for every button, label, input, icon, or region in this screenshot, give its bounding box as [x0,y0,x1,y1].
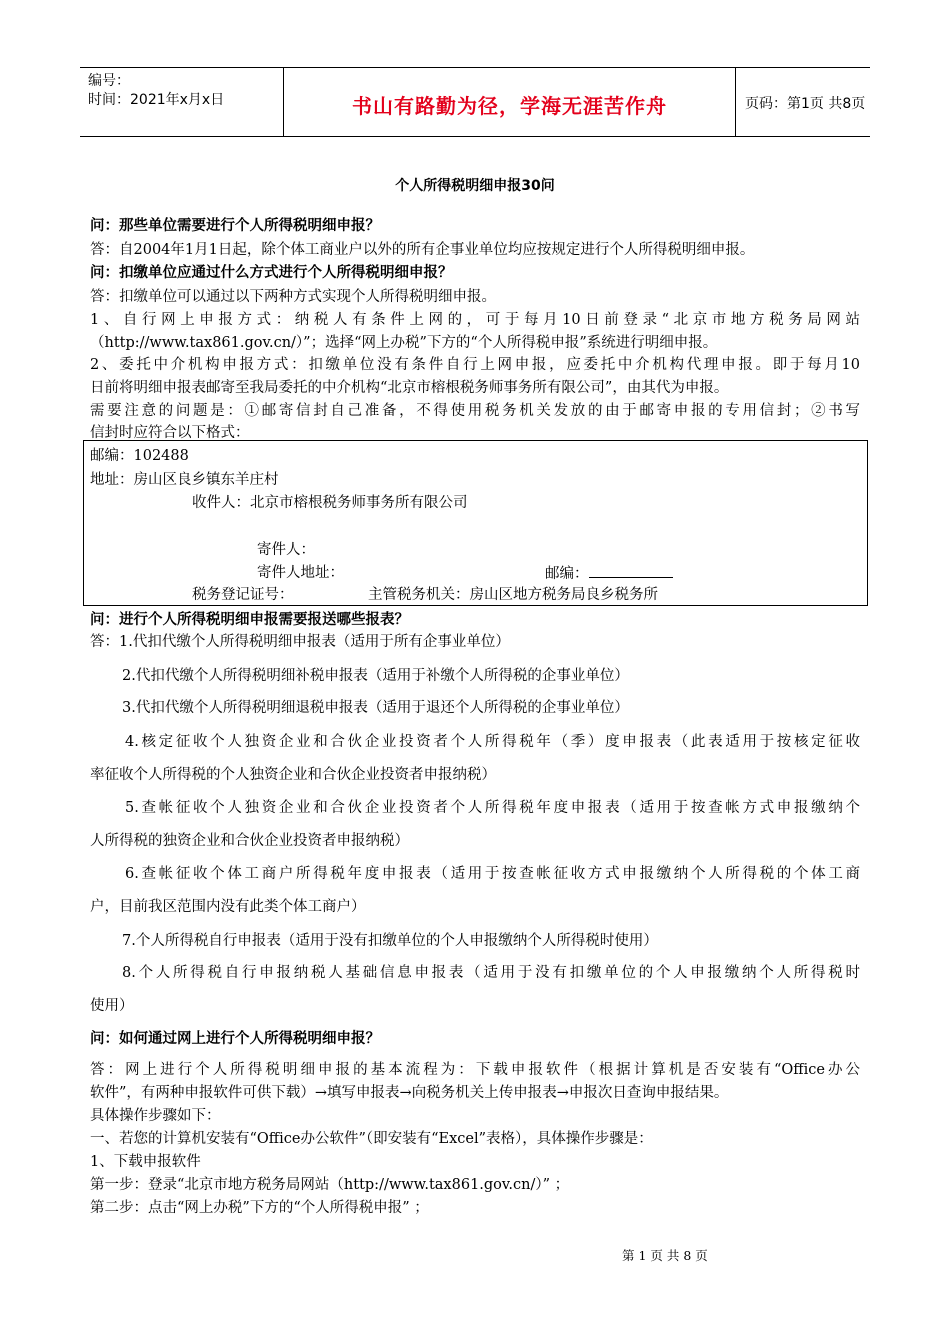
report-item: 8.个人所得税自行申报纳税人基础信息申报表（适用于没有扣缴单位的个人申报缴纳个人所得税时 [122,965,860,981]
page-header [80,67,870,137]
answer-4-line-3: 具体操作步骤如下： [90,1108,221,1124]
envelope-format-box [83,440,868,606]
envelope-sender-postcode-label: 邮编： [545,566,589,582]
envelope-recipient: 收件人：北京市榕根税务师事务所有限公司 [192,495,468,511]
report-item: 3.代扣代缴个人所得税明细退税申报表（适用于退还个人所得税的企事业单位） [122,700,629,716]
step-2: 第二步：点击“网上办税”下方的“个人所得税申报” ； [90,1200,429,1216]
report-item: 2.代扣代缴个人所得税明细补税申报表（适用于补缴个人所得税的企事业单位） [122,668,629,684]
envelope-address: 地址：房山区良乡镇东羊庄村 [90,472,279,488]
envelope-sender: 寄件人： [257,542,315,558]
question-4: 问：如何通过网上进行个人所得税明细申报？ [90,1031,380,1047]
report-item: 7.个人所得税自行申报表（适用于没有扣缴单位的个人申报缴纳个人所得税时使用） [122,933,658,949]
report-item: 5.查帐征收个人独资企业和合伙企业投资者个人所得税年度申报表（适用于按查帐方式申报缴纳个 [125,800,860,816]
report-item: 户，目前我区范围内没有此类个体工商户） [90,899,366,915]
header-motto: 书山有路勤为径，学海无涯苦作舟 [352,94,667,118]
postcode-blank-line [589,563,673,578]
answer-1: 答：自2004年1月1日起，除个体工商业户以外的所有企事业单位均应按规定进行个人所得税明细申报。 [90,242,755,258]
envelope-tax-authority: 主管税务机关：房山区地方税务局良乡税务所 [368,587,658,603]
header-page-info: 页码：第1页 共8页 [745,96,866,112]
note-line-1: 需要注意的问题是：①邮寄信封自己准备，不得使用税务机关发放的由于邮寄申报的专用信封；②书写 [90,403,860,419]
step-1: 第一步：登录“北京市地方税务局网站（http://www.tax861.gov.cn/）” ； [90,1177,570,1193]
report-item: 人所得税的独资企业和合伙企业投资者申报纳税） [90,833,409,849]
doc-number-label: 编号： [88,73,130,89]
method-1-line-2: （http://www.tax861.gov.cn/）”；选择“网上办税”下方的“个人所得税申报”系统进行明细申报。 [90,335,718,351]
report-item: 率征收个人所得税的个人独资企业和合伙企业投资者申报纳税） [90,767,496,783]
answer-4-line-2: 软件”，有两种申报软件可供下载）→填写申报表→向税务机关上传申报表→申报次日查询申报结果。 [90,1085,729,1101]
report-item: 答：1.代扣代缴个人所得税明细申报表（适用于所有企事业单位） [90,634,510,650]
envelope-postcode: 邮编：102488 [90,448,189,464]
report-item: 6.查帐征收个体工商户所得税年度申报表（适用于按查帐征收方式申报缴纳个人所得税的个体工商 [125,866,860,882]
question-1: 问：那些单位需要进行个人所得税明细申报？ [90,218,380,234]
doc-time-label: 时间：2021年x月x日 [88,92,225,108]
step-heading: 一、若您的计算机安装有“Office办公软件”（即安装有“Excel”表格），具体操作步骤是： [90,1131,653,1147]
answer-4-line-1: 答：网上进行个人所得税明细申报的基本流程为：下载申报软件（根据计算机是否安装有“Office办公 [90,1062,860,1078]
method-2-line-1: 2、委托中介机构申报方式：扣缴单位没有条件自行上网申报，应委托中介机构代理申报。即于每月10 [90,357,860,373]
step-download: 1、下载申报软件 [90,1154,201,1170]
document-title: 个人所得税明细申报30问 [395,178,555,194]
method-2-line-2: 日前将明细申报表邮寄至我局委托的中介机构“北京市榕根税务师事务所有限公司”，由其代为申报。 [90,380,729,396]
report-item: 使用） [90,998,134,1014]
report-item: 4.核定征收个人独资企业和合伙企业投资者个人所得税年（季）度申报表（此表适用于按核定征收 [125,734,860,750]
question-3: 问：进行个人所得税明细申报需要报送哪些报表？ [90,612,409,628]
header-motto-cell [283,68,736,136]
note-line-2: 信封时应符合以下格式： [90,425,250,441]
answer-2: 答：扣缴单位可以通过以下两种方式实现个人所得税明细申报。 [90,289,496,305]
page-footer: 第 1 页 共 8 页 [622,1248,708,1263]
envelope-tax-reg: 税务登记证号： [192,587,294,603]
envelope-sender-address: 寄件人地址： [257,565,344,581]
envelope-sender-postcode [545,563,673,584]
method-1-line-1: 1、自行网上申报方式：纳税人有条件上网的，可于每月10日前登录“北京市地方税务局网站 [90,312,860,328]
question-2: 问：扣缴单位应通过什么方式进行个人所得税明细申报？ [90,265,453,281]
header-meta [88,72,283,110]
